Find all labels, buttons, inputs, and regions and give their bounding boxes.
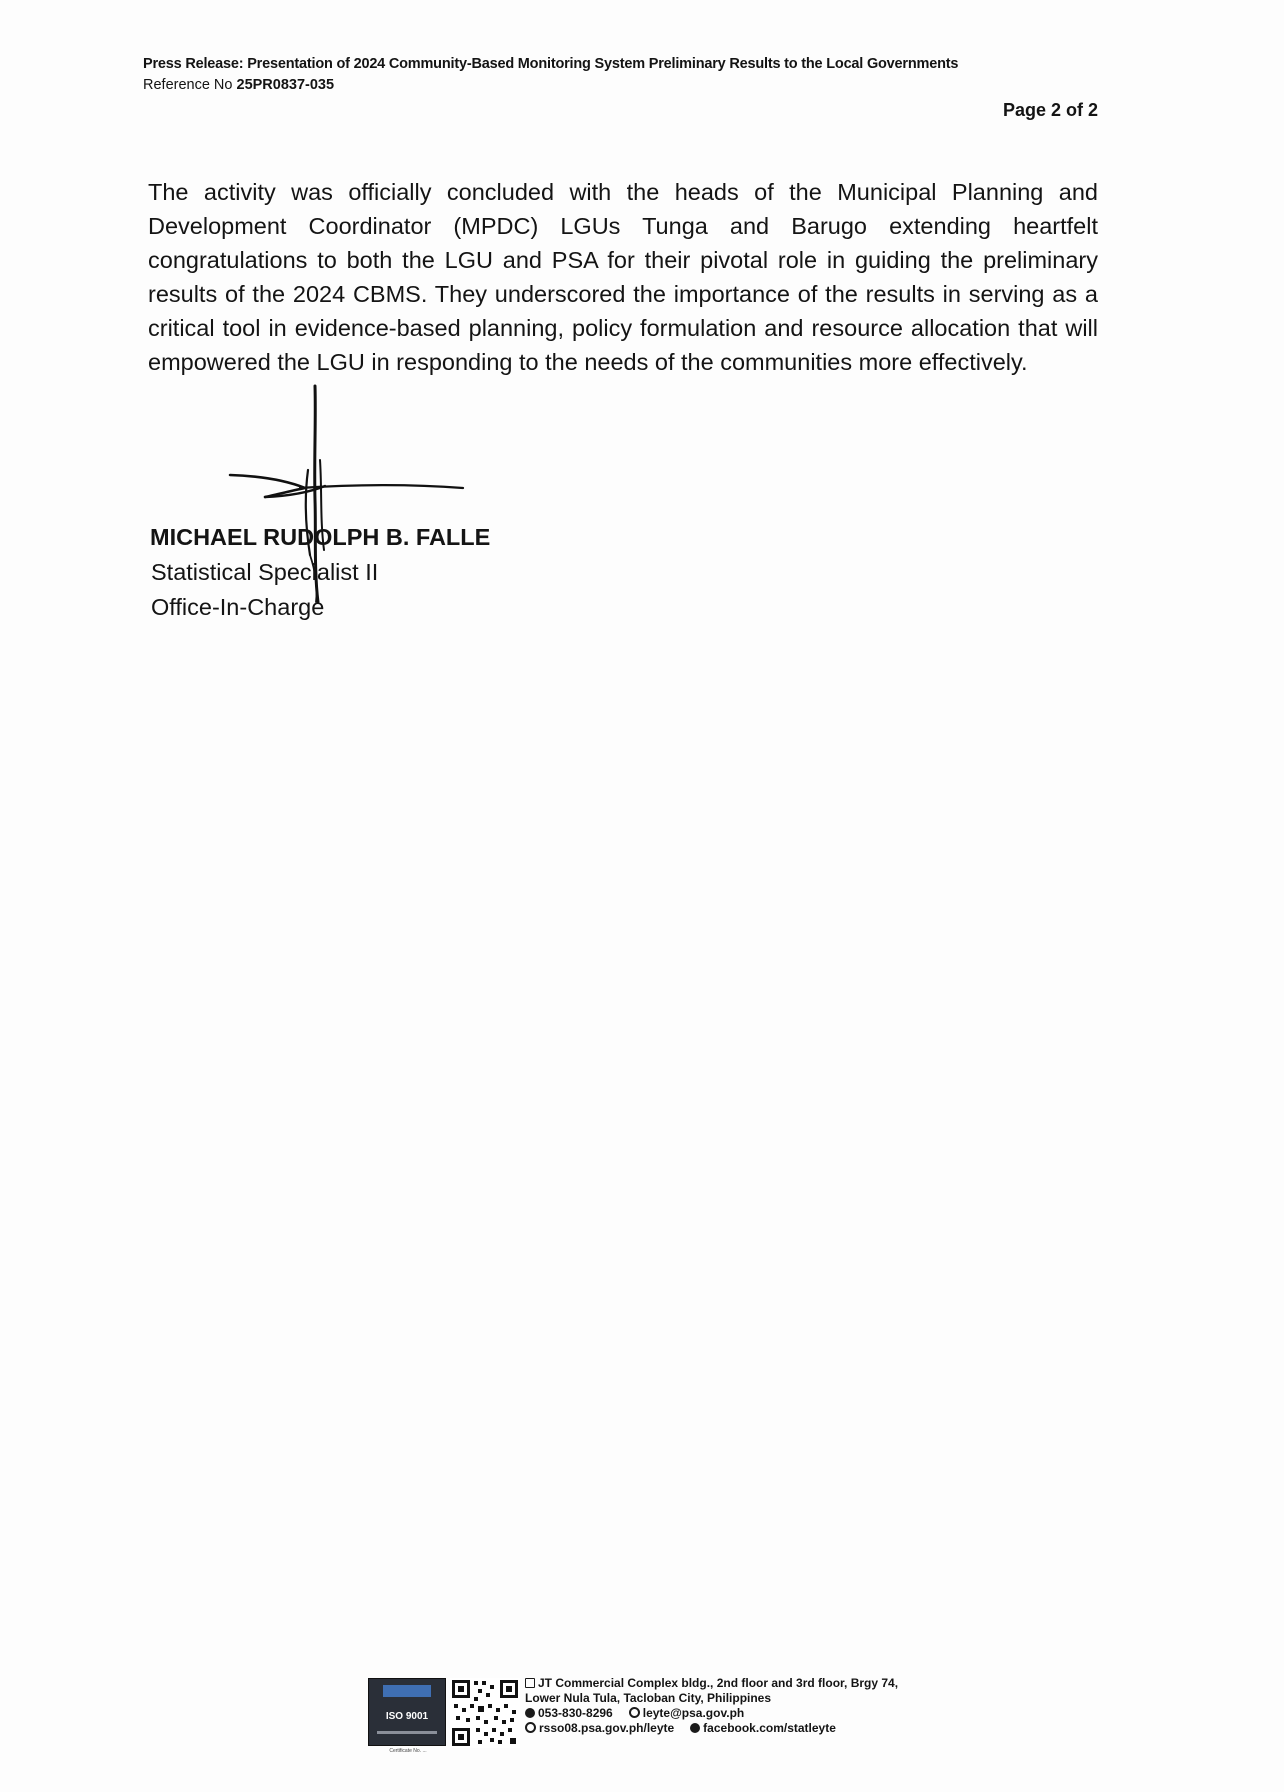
phone-icon <box>525 1708 535 1718</box>
iso-certification-badge <box>368 1678 446 1746</box>
email-icon <box>629 1707 640 1718</box>
signatory-name: MICHAEL RUDOLPH B. FALLE <box>150 524 491 550</box>
facebook-icon <box>690 1723 700 1733</box>
web-social-line <box>525 1721 898 1736</box>
website-link[interactable]: rsso08.psa.gov.ph/leyte <box>539 1721 675 1735</box>
iso-badge-logo <box>383 1685 431 1697</box>
contact-details <box>525 1676 898 1736</box>
signatory-title: Statistical Specialist II <box>151 559 379 585</box>
body-paragraph: The activity was officially concluded with the heads of the Municipal Planning and Development Coordinator (MPDC) LGUs Tunga and Barugo extending heartfelt congratulations to both the LGU and PSA for their pivotal role in guiding the preliminary results of the 2024 CBMS. They underscored the importance of the results in serving as a critical tool in evidence-based planning, policy formulation and resource allocation that will empowered the LGU in responding to the needs of the communities more effectively. <box>148 179 1098 375</box>
phone-email-line <box>525 1706 898 1721</box>
address-line-1: JT Commercial Complex bldg., 2nd floor and 3rd floor, Brgy 74, <box>525 1676 898 1691</box>
phone-number: 053-830-8296 <box>538 1706 613 1720</box>
iso-caption: Certificate No. ... <box>389 1748 427 1754</box>
iso-badge-bar <box>377 1731 437 1734</box>
press-release-title: Press Release: Presentation of 2024 Community-Based Monitoring System Preliminary Results to the Local Governments <box>143 56 959 72</box>
facebook-link[interactable]: facebook.com/statleyte <box>703 1721 836 1735</box>
reference-label: Reference No <box>143 77 233 93</box>
building-icon <box>525 1678 535 1688</box>
globe-icon <box>525 1722 536 1733</box>
page-number: Page 2 of 2 <box>1002 100 1098 120</box>
qr-code <box>450 1678 520 1748</box>
email-address: leyte@psa.gov.ph <box>642 1706 745 1720</box>
reference-line <box>143 77 334 93</box>
address-line-2: Lower Nula Tula, Tacloban City, Philippines <box>525 1691 772 1705</box>
reference-number: 25PR0837-035 <box>236 77 335 93</box>
letterhead-footer <box>368 1674 968 1764</box>
signatory-office: Office-In-Charge <box>151 594 325 620</box>
iso-label: ISO 9001 <box>385 1711 429 1722</box>
